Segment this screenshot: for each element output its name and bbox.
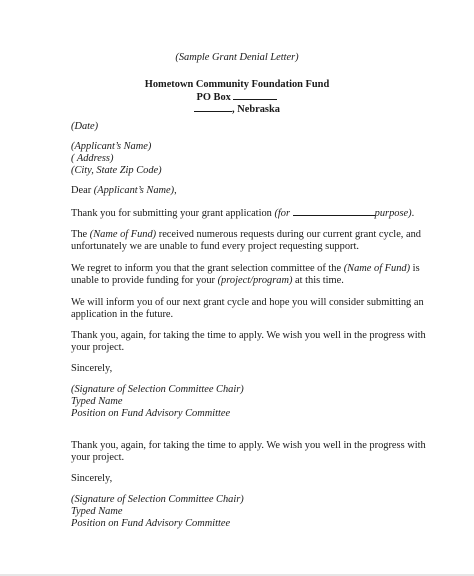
para3-pre2: unable to provide funding for your <box>71 275 218 286</box>
paragraph-4-line-2: application in the future. <box>71 309 174 320</box>
para1-text: Thank you for submitting your grant application <box>71 208 275 219</box>
paragraph-4-line-1: We will inform you of our next grant cycle and hope you will consider submitting an <box>71 297 424 308</box>
para3-pre: We regret to inform you that the grant selection committee of the <box>71 263 344 274</box>
city-state: , Nebraska <box>232 104 280 115</box>
signature-2-line-3: Position on Fund Advisory Committee <box>71 518 231 529</box>
recipient-city: (City, State Zip Code) <box>71 165 162 176</box>
para2-post: received numerous requests during our current grant cycle, and <box>156 229 422 240</box>
paragraph-6-line-2: your project. <box>71 452 125 463</box>
paragraph-3-line-2 <box>71 274 344 287</box>
paragraph-2-line-2: unfortunately we are unable to fund every project requesting support. <box>71 241 359 252</box>
paragraph-1 <box>71 206 414 220</box>
para1-purpose: purpose) <box>374 208 412 219</box>
purpose-blank <box>293 206 375 216</box>
org-name: Hometown Community Foundation Fund <box>144 79 330 90</box>
signature-line-2: Typed Name <box>71 396 123 407</box>
po-box-label: PO Box <box>196 92 231 103</box>
salutation-suffix: , <box>174 185 177 196</box>
para3-post: is <box>410 263 420 274</box>
salutation <box>71 184 177 197</box>
paragraph-5-line-2: your project. <box>71 342 125 353</box>
closing: Sincerely, <box>71 363 113 374</box>
para2-fund: (Name of Fund) <box>89 229 157 240</box>
para3-fund: (Name of Fund) <box>343 263 411 274</box>
sample-label: (Sample Grant Denial Letter) <box>175 52 299 63</box>
paragraph-5-line-1: Thank you, again, for taking the time to apply. We wish you well in the progress with <box>71 330 426 341</box>
signature-2-line-2: Typed Name <box>71 506 123 517</box>
paragraph-6-line-1: Thank you, again, for taking the time to apply. We wish you well in the progress with <box>71 440 426 451</box>
signature-line-1: (Signature of Selection Committee Chair) <box>71 384 244 395</box>
signature-2-line-1: (Signature of Selection Committee Chair) <box>71 494 244 505</box>
signature-line-3: Position on Fund Advisory Committee <box>71 408 231 419</box>
para3-project: (project/program) <box>217 275 293 286</box>
closing-2: Sincerely, <box>71 473 113 484</box>
salutation-name: (Applicant’s Name) <box>93 185 175 196</box>
salutation-prefix: Dear <box>71 185 94 196</box>
recipient-address: ( Address) <box>71 153 114 164</box>
para1-end: . <box>411 208 415 219</box>
city-state-line <box>0 102 474 116</box>
date-field: (Date) <box>71 121 99 132</box>
city-blank <box>194 102 232 112</box>
para3-post2: at this time. <box>292 275 344 286</box>
para2-pre: The <box>71 229 90 240</box>
recipient-name: (Applicant’s Name) <box>71 141 152 152</box>
po-box-blank <box>233 90 277 100</box>
para1-for: (for <box>274 208 293 219</box>
